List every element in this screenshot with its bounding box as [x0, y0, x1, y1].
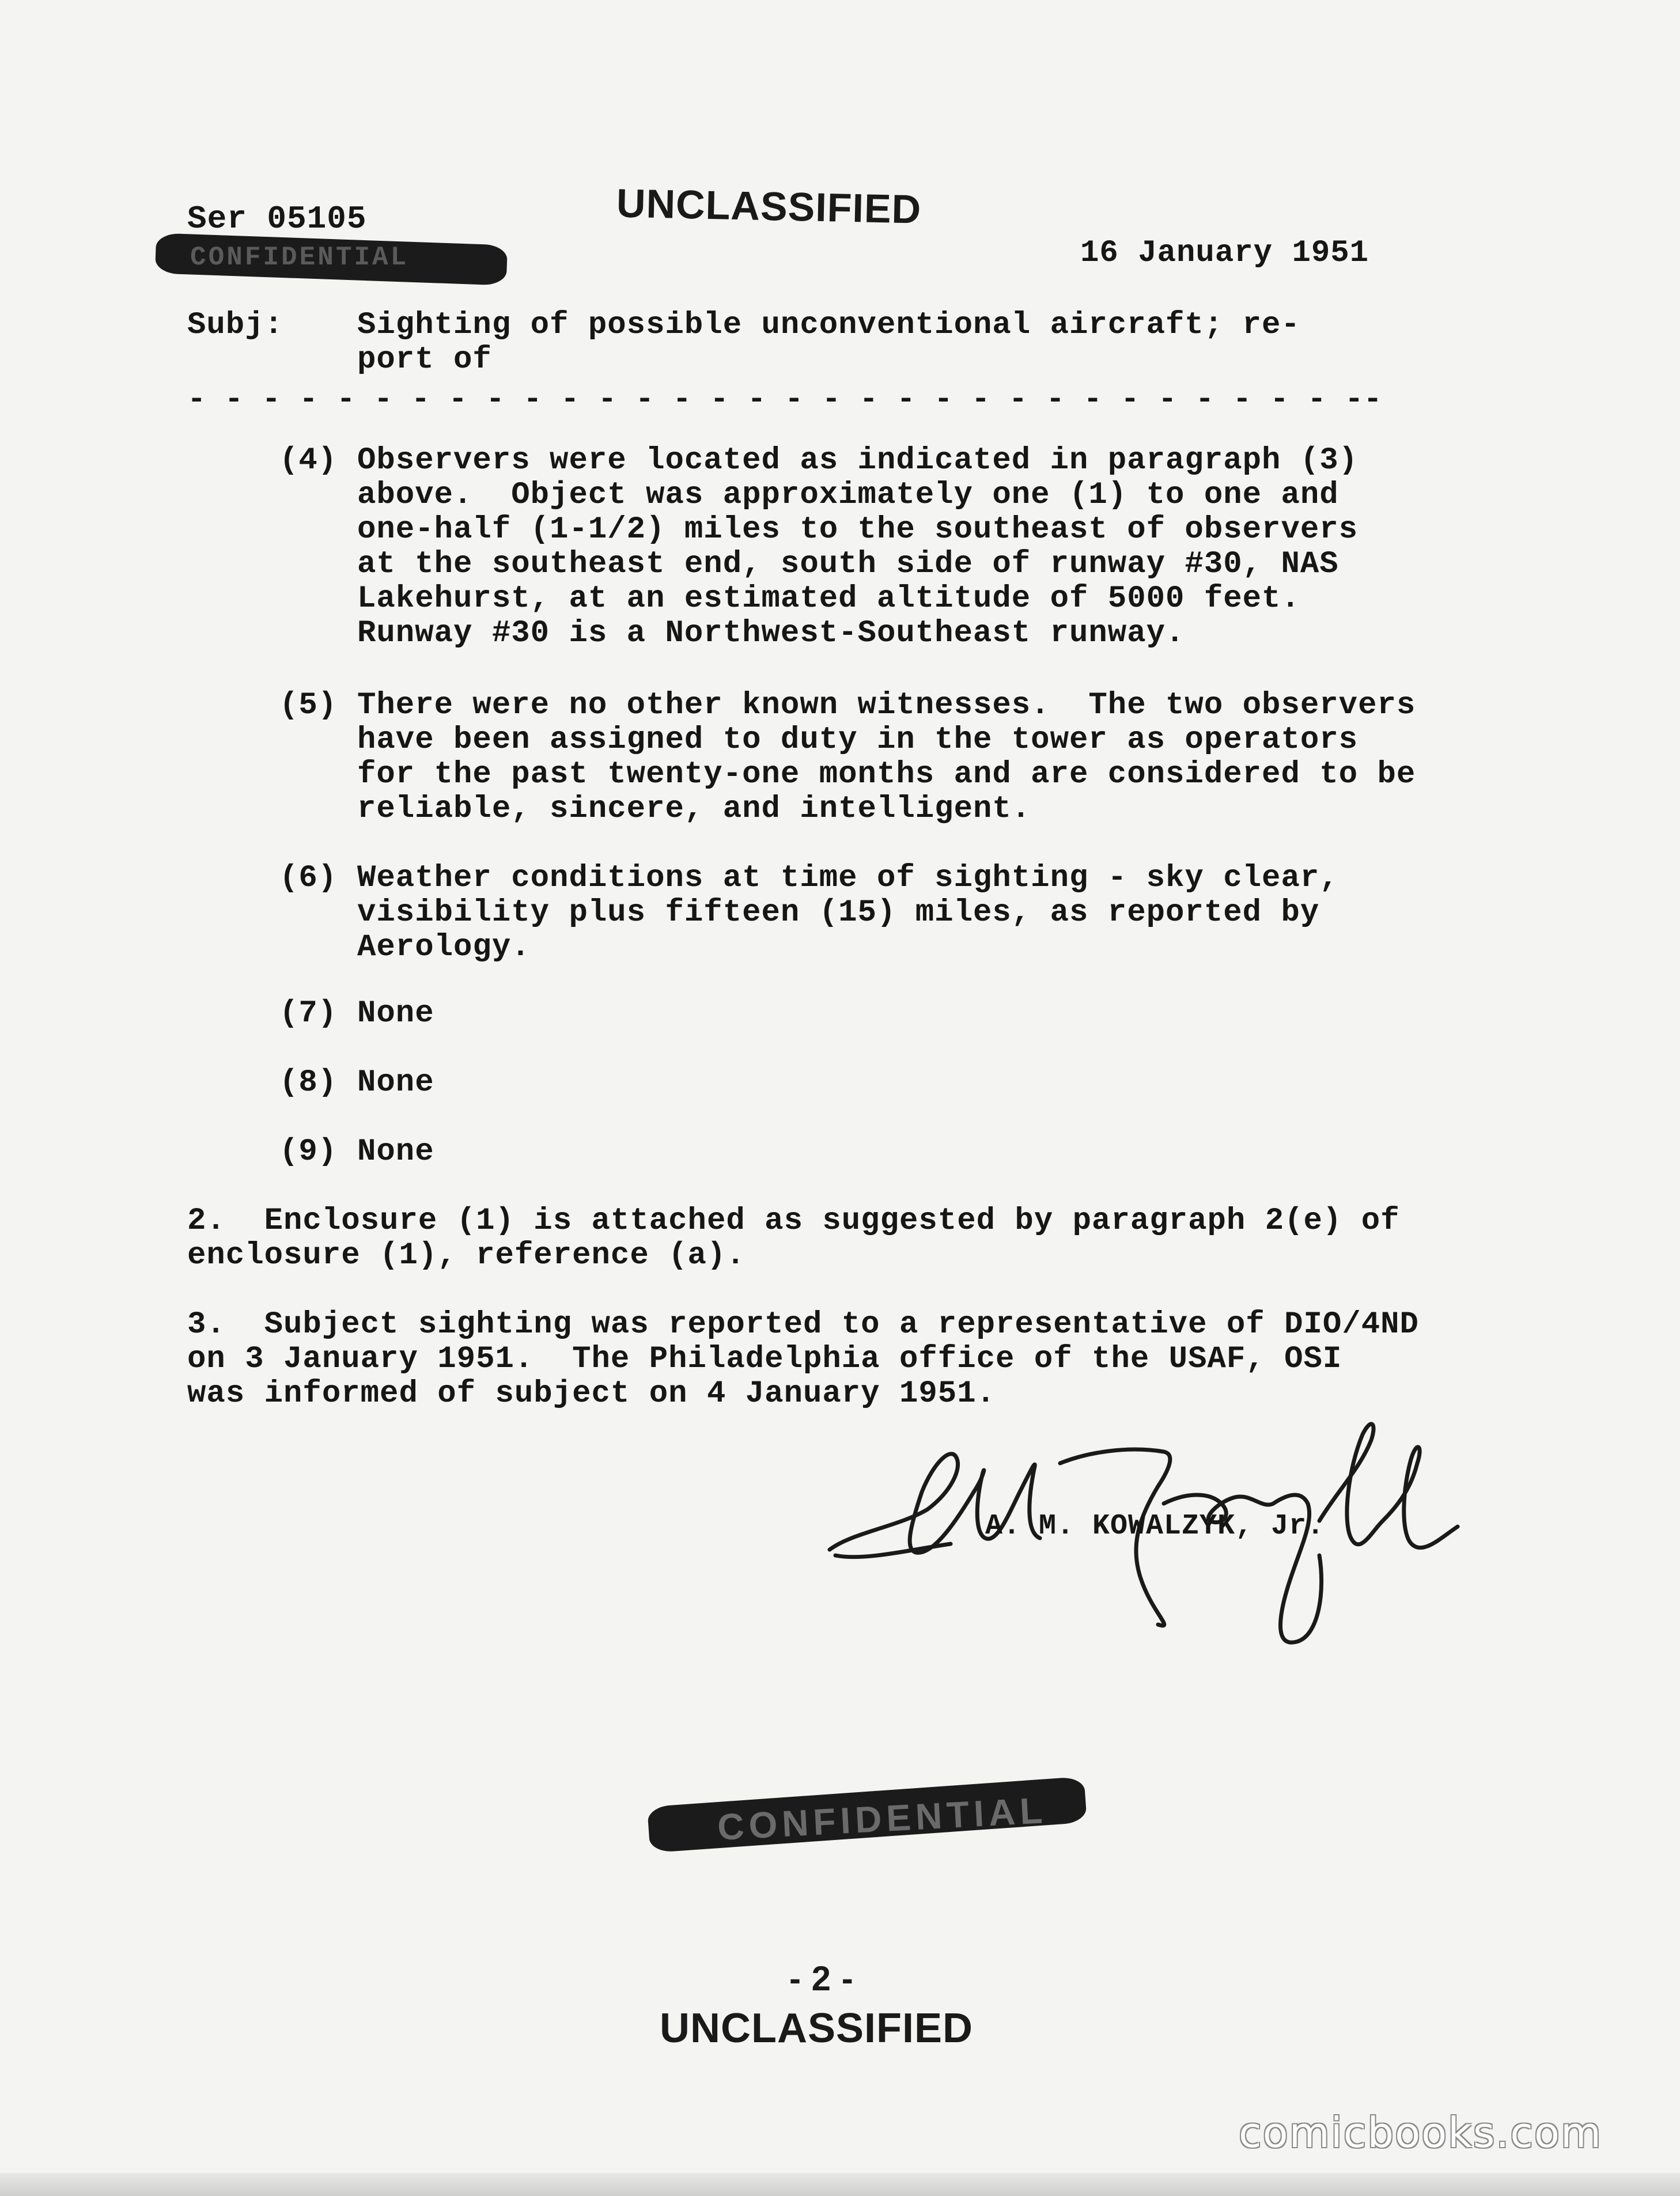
subject-line-1: Sighting of possible unconventional aircraft; re- [357, 308, 1300, 343]
paragraph-line: enclosure (1), reference (a). [187, 1238, 746, 1273]
page-number: - 2 - [789, 1959, 854, 1998]
paragraph-number: (8) [279, 1065, 338, 1100]
paragraph-line: above. Object was approximately one (1) to one and [357, 478, 1339, 513]
paragraph-line: Weather conditions at time of sighting - sky clear, [357, 861, 1339, 896]
paragraph-line: have been assigned to duty in the tower as operators [357, 722, 1359, 758]
paragraph-number: (7) [279, 996, 338, 1031]
redacted-stamp-text: CONFIDENTIAL [716, 1789, 1048, 1848]
paragraph-line: Runway #30 is a Northwest-Southeast runway. [357, 616, 1185, 651]
paragraph-line: Observers were located as indicated in paragraph (3) [357, 443, 1359, 478]
paragraph-number: (6) [279, 861, 338, 896]
paragraph-number: (4) [279, 443, 338, 478]
document-date: 16 January 1951 [1080, 236, 1369, 271]
paragraph-number: (9) [279, 1134, 338, 1169]
paragraph-line: on 3 January 1951. The Philadelphia office of the USAF, OSI [187, 1342, 1342, 1377]
redacted-stamp-bottom [648, 1774, 1086, 1849]
subject-line-2: port of [357, 342, 492, 377]
signature-block [818, 1406, 1481, 1648]
subject-label: Subj: [187, 308, 284, 343]
paragraph-line: was informed of subject on 4 January 1951. [187, 1376, 996, 1411]
dashed-divider: - - - - - - - - - - - - - - - - - - - - - - - - - - - - - - - -- [187, 383, 1382, 418]
redacted-stamp-top [156, 233, 507, 285]
paragraph-line: There were no other known witnesses. The two observers [357, 688, 1416, 723]
paragraph-line: None [357, 1065, 434, 1100]
paragraph-line: None [357, 1134, 434, 1169]
serial-number: Ser 05105 [187, 200, 367, 237]
paragraph-line: Lakehurst, at an estimated altitude of 5000 feet. [357, 581, 1300, 616]
paragraph-line: None [357, 996, 434, 1031]
paragraph-line: 2. Enclosure (1) is attached as suggested by paragraph 2(e) of [187, 1203, 1400, 1239]
paragraph-number: (5) [279, 688, 338, 723]
classification-top: UNCLASSIFIED [616, 180, 922, 232]
paragraph-line: at the southeast end, south side of runway #30, NAS [357, 547, 1339, 582]
paragraph-line: reliable, sincere, and intelligent. [357, 792, 1031, 827]
paragraph-line: Aerology. [357, 930, 531, 965]
paragraph-line: visibility plus fifteen (15) miles, as reported by [357, 895, 1320, 930]
redacted-stamp-text: CONFIDENTIAL [190, 243, 409, 272]
paragraph-line: for the past twenty-one months and are considered to be [357, 757, 1416, 792]
classification-bottom: UNCLASSIFIED [660, 2005, 974, 2051]
paragraph-line: 3. Subject sighting was reported to a representative of DIO/4ND [187, 1307, 1419, 1342]
scan-edge [0, 2173, 1680, 2196]
site-watermark: comicbooks.com [1239, 2108, 1603, 2157]
typed-signature-name: A. M. KOWALZYK, Jr. [985, 1510, 1325, 1543]
paragraph-line: one-half (1-1/2) miles to the southeast of observers [357, 512, 1359, 547]
